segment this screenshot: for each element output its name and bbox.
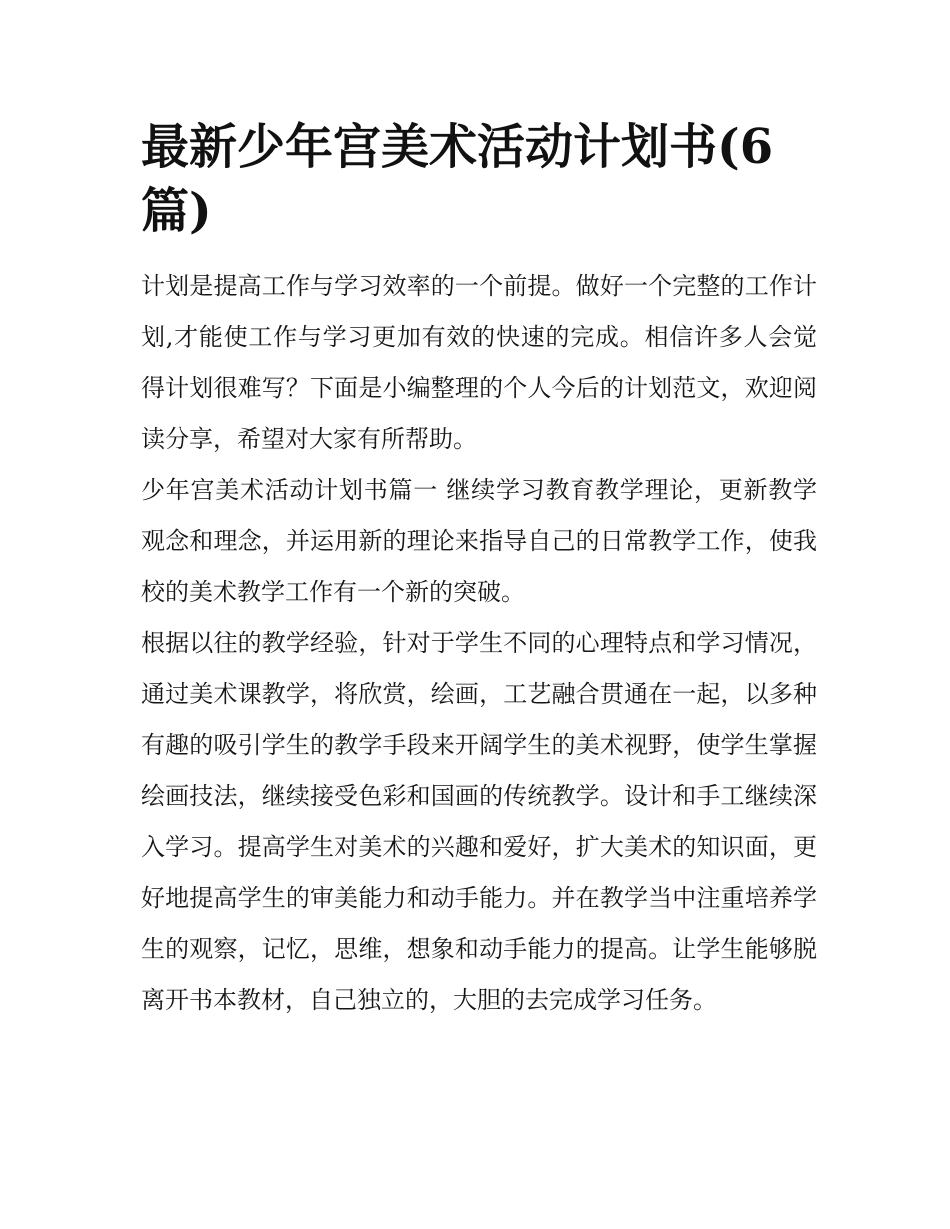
paragraph-teaching-plan: 根据以往的教学经验，针对于学生不同的心理特点和学习情况，通过美术课教学，将欣赏，绘画，工艺融合贯通在一起，以多种有趣的吸引学生的教学手段来开阔学生的美术视野，使学生掌握绘画技法，继续接受色彩和国画的传统教学。设计和手工继续深入学习。提高学生对美术的兴趣和爱好，扩大美术的知识面，更好地提高学生的审美能力和动手能力。并在教学当中注重培养学生的观察，记忆，思维，想象和动手能力的提高。让学生能够脱离开书本教材，自己独立的，大胆的去完成学习任务。 — [141, 629, 817, 1014]
paragraph-section-one: 少年宫美术活动计划书篇一 继续学习教育教学理论，更新教学观念和理念，并运用新的理论来指导自己的日常教学工作，使我校的美术教学工作有一个新的突破。 — [141, 476, 817, 606]
paragraph-intro: 计划是提高工作与学习效率的一个前提。做好一个完整的工作计划,才能使工作与学习更加有效的快速的完成。相信许多人会觉得计划很难写？下面是小编整理的个人今后的计划范文，欢迎阅读分享，希望对大家有所帮助。 — [141, 272, 817, 453]
document-title: 最新少年宫美术活动计划书(6篇) — [141, 119, 774, 239]
document-content — [141, 115, 817, 1026]
